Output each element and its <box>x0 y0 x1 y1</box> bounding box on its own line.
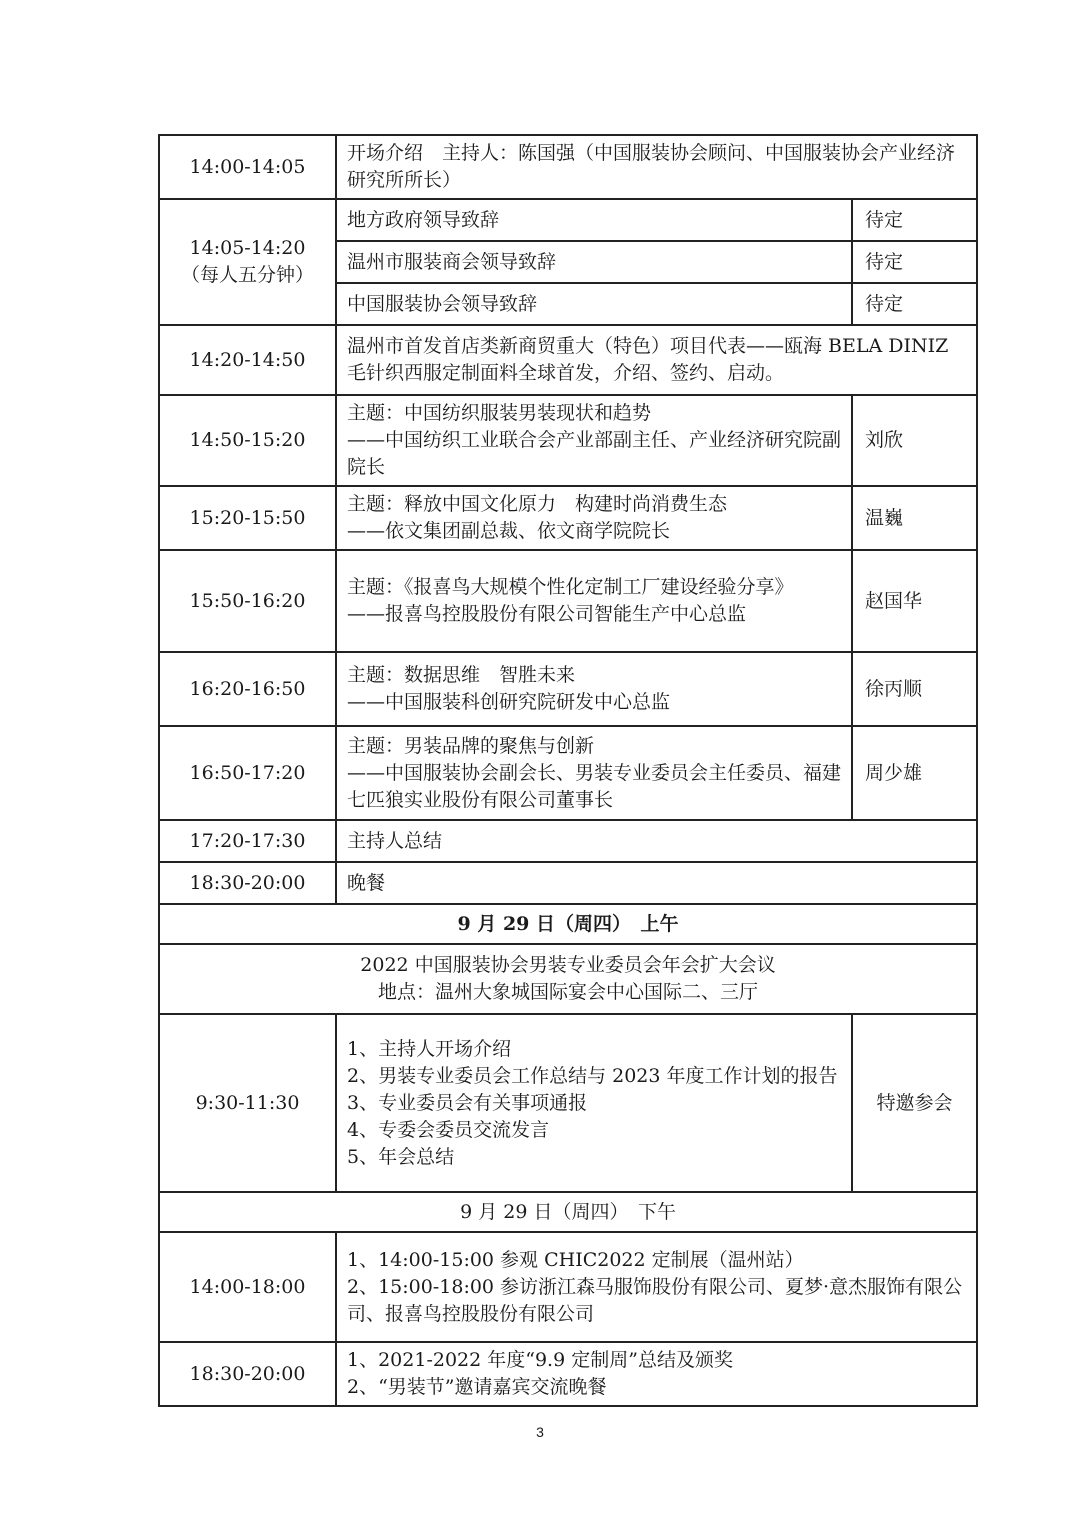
table-row <box>159 1014 977 1192</box>
agenda-item: 5、年会总结 <box>347 1145 455 1168</box>
content-cell <box>336 1342 977 1406</box>
talk-topic: 主题：《报喜鸟大规模个性化定制工厂建设经验分享》 <box>347 576 794 598</box>
table-row <box>159 135 977 199</box>
meeting-venue: 地点：温州大象城国际宴会中心国际二、三厅 <box>378 981 759 1003</box>
agenda-item: 1、主持人开场介绍 <box>347 1037 512 1060</box>
schedule-table <box>158 134 978 1407</box>
time-cell: 17:20-17:30 <box>159 820 336 862</box>
content-cell <box>336 652 852 726</box>
speaker-cell: 待定 <box>852 241 977 283</box>
speaker-cell: 刘欣 <box>852 395 977 486</box>
talk-topic: 主题：数据思维 智胜未来 <box>347 664 576 686</box>
time-cell: 16:50-17:20 <box>159 726 336 820</box>
content-cell: 主持人总结 <box>336 820 977 862</box>
time-range: 14:05-14:20 <box>189 237 306 259</box>
content-cell: 温州市首发首店类新商贸重大（特色）项目代表——瓯海 BELA DINIZ 毛针织西服定制面料全球首发，介绍、签约、启动。 <box>336 325 977 395</box>
content-cell <box>336 395 852 486</box>
agenda-item: 1、2021-2022 年度“9.9 定制周”总结及颁奖 <box>347 1349 733 1371</box>
speaker-cell: 待定 <box>852 283 977 325</box>
time-cell: 14:00-18:00 <box>159 1232 336 1342</box>
content-cell: 晚餐 <box>336 862 977 904</box>
table-row <box>159 550 977 652</box>
time-cell: 14:50-15:20 <box>159 395 336 486</box>
time-cell: 15:20-15:50 <box>159 486 336 550</box>
speaker-cell: 徐丙顺 <box>852 652 977 726</box>
table-row <box>159 1232 977 1342</box>
content-cell: 开场介绍 主持人：陈国强（中国服装协会顾问、中国服装协会产业经济研究所所长） <box>336 135 977 199</box>
meeting-info <box>159 944 977 1014</box>
time-cell: 9:30-11:30 <box>159 1014 336 1192</box>
agenda-item: 2、15:00-18:00 参访浙江森马服饰股份有限公司、夏梦·意杰服饰有限公司、报喜鸟控股股份有限公司 <box>347 1275 963 1325</box>
agenda-item: 2、男装专业委员会工作总结与 2023 年度工作计划的报告 <box>347 1064 838 1087</box>
time-cell: 15:50-16:20 <box>159 550 336 652</box>
time-cell <box>159 199 336 325</box>
content-cell <box>336 486 852 550</box>
content-cell: 中国服装协会领导致辞 <box>336 283 852 325</box>
talk-speaker-title: ——中国纺织工业联合会产业部副主任、产业经济研究院副院长 <box>347 429 842 478</box>
speaker-cell: 待定 <box>852 199 977 241</box>
table-row <box>159 904 977 944</box>
talk-topic: 主题：男装品牌的聚焦与创新 <box>347 734 595 757</box>
day-header-am: 9 月 29 日（周四） 上午 <box>159 904 977 944</box>
meeting-title: 2022 中国服装协会男装专业委员会年会扩大会议 <box>360 954 776 976</box>
agenda-item: 1、14:00-15:00 参观 CHIC2022 定制展（温州站） <box>347 1248 804 1271</box>
content-cell <box>336 1232 977 1342</box>
table-row <box>159 944 977 1014</box>
day-header-pm: 9 月 29 日（周四） 下午 <box>159 1192 977 1232</box>
table-row <box>159 395 977 486</box>
agenda-item: 2、“男装节”邀请嘉宾交流晚餐 <box>347 1376 607 1398</box>
talk-speaker-title: ——中国服装科创研究院研发中心总监 <box>347 691 671 713</box>
time-cell: 14:00-14:05 <box>159 135 336 199</box>
time-note: （每人五分钟） <box>180 264 314 286</box>
time-cell: 18:30-20:00 <box>159 1342 336 1406</box>
speaker-cell: 特邀参会 <box>852 1014 977 1192</box>
table-row <box>159 1192 977 1232</box>
table-row <box>159 1342 977 1406</box>
speaker-cell: 温巍 <box>852 486 977 550</box>
talk-speaker-title: ——依文集团副总裁、依文商学院院长 <box>347 520 671 542</box>
page-number: 3 <box>536 1424 544 1440</box>
talk-topic: 主题：中国纺织服装男装现状和趋势 <box>347 402 652 424</box>
schedule-sheet <box>158 134 976 1407</box>
speaker-cell: 赵国华 <box>852 550 977 652</box>
talk-speaker-title: ——中国服装协会副会长、男装专业委员会主任委员、福建七匹狼实业股份有限公司董事长 <box>347 761 842 811</box>
table-row <box>159 325 977 395</box>
content-cell <box>336 550 852 652</box>
content-cell <box>336 1014 852 1192</box>
talk-topic: 主题：释放中国文化原力 构建时尚消费生态 <box>347 493 728 515</box>
table-row <box>159 486 977 550</box>
table-row <box>159 199 977 241</box>
content-cell <box>336 726 852 820</box>
speaker-cell: 周少雄 <box>852 726 977 820</box>
time-cell: 14:20-14:50 <box>159 325 336 395</box>
time-cell: 16:20-16:50 <box>159 652 336 726</box>
table-row <box>159 652 977 726</box>
table-row <box>159 726 977 820</box>
table-row <box>159 820 977 862</box>
content-cell: 温州市服装商会领导致辞 <box>336 241 852 283</box>
content-cell: 地方政府领导致辞 <box>336 199 852 241</box>
talk-speaker-title: ——报喜鸟控股股份有限公司智能生产中心总监 <box>347 603 747 625</box>
table-row <box>159 862 977 904</box>
agenda-item: 4、专委会委员交流发言 <box>347 1118 550 1141</box>
agenda-item: 3、专业委员会有关事项通报 <box>347 1091 588 1114</box>
time-cell: 18:30-20:00 <box>159 862 336 904</box>
